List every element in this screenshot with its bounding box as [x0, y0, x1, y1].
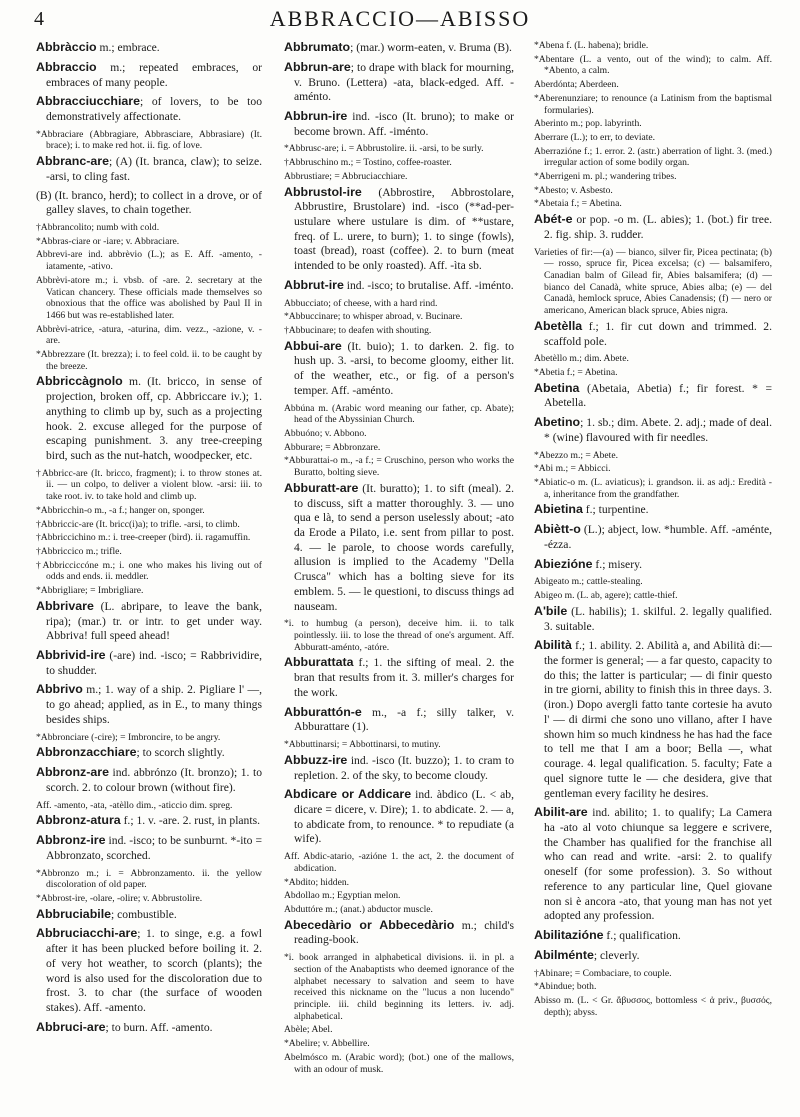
dictionary-entry — [36, 732, 262, 744]
dictionary-entry — [36, 1020, 262, 1036]
dictionary-entry — [36, 682, 262, 727]
entry-headword: Abetina — [534, 380, 580, 395]
dictionary-entry — [36, 648, 262, 678]
entry-definition: ; combustible. — [111, 907, 177, 921]
dictionary-entry — [534, 319, 772, 349]
dictionary-entry — [534, 995, 772, 1018]
entry-definition: Abisso m. (L. < Gr. ἄβυσσος, bottomless < ἀ priv., βυσσός, depth); abyss. — [534, 994, 772, 1018]
entry-definition: *Abbrigliare; = Imbrigliare. — [36, 585, 144, 597]
entry-definition: (-are) ind. -isco; = Rabbrividire, to shudder. — [46, 649, 262, 677]
dictionary-entry — [36, 94, 262, 124]
entry-definition: *i. book arranged in alphabetical divisions. ii. in pl. a section of the Anabaptists who deemed ignorance of the alphabet necessary to salvation and seem to have received this nickname on the "lucus a non lucendo" principle. iii. child beginning its letters. iv. adj. alphabetical. — [284, 952, 514, 1022]
entry-definition: Abetèllo m.; dim. Abete. — [534, 353, 629, 365]
entry-definition: (Abetaia, Abetia) f.; fir forest. * = Abetella. — [544, 381, 772, 410]
entry-definition: f.; 1. v. -are. 2. rust, in plants. — [120, 814, 260, 828]
entry-definition: *Abbronciare (-cire); = Imbroncire, to be angry. — [36, 731, 221, 743]
entry-headword: Abburatt-are — [284, 480, 359, 495]
entry-headword: Abbraccio — [36, 59, 97, 74]
dictionary-entry — [284, 60, 514, 105]
entry-definition: †Abbricciccóne m.; i. one who makes his living out of odds and ends. ii. meddler. — [36, 559, 262, 583]
entry-definition: (Abbrostire, Abbrostolare, Abbrustire, Brustolare) ind. -isco (**ad-per-ustulare where ustulare is dim. of **ustare, freq. of L. urere, to burn); 1. to singe (fowls), toast (bread), roast (coffee). 2. to burn (meat intended to be only roasted). Aff. -ìta sb. — [294, 185, 514, 273]
entry-definition: Abigeo m. (L. ab, agere); cattle-thief. — [534, 590, 678, 602]
dictionary-entry — [534, 557, 772, 573]
entry-headword: Abiezióne — [534, 556, 593, 571]
dictionary-entry — [36, 324, 262, 347]
entry-definition: *Abburattai-o m., -a f.; = Cruschino, person who works the Buratto, bolting sieve. — [284, 455, 514, 479]
dictionary-entry — [284, 171, 514, 183]
dictionary-entry — [534, 367, 772, 379]
entry-definition: f.; turpentine. — [582, 503, 649, 517]
dictionary-entry — [36, 189, 262, 218]
entry-definition: f.; qualification. — [603, 929, 681, 943]
dictionary-entry — [284, 918, 514, 948]
entry-definition: †Abbriccico m.; trifle. — [36, 546, 122, 557]
entry-definition: Abelmósco m. (Arabic word); (bot.) one of the mallows, with an odour of musk. — [284, 1051, 514, 1075]
entry-definition: ind. -isco (It. buzzo); 1. to cram to repletion. 2. of the sky, to become cloudy. — [294, 753, 514, 782]
entry-definition: *Abiatic-o m. (L. aviaticus); i. grandson. ii. as adj.: Eredità -a, inheritance from the grandfather. — [534, 477, 772, 500]
dictionary-entry — [284, 877, 514, 889]
dictionary-entry — [36, 893, 262, 905]
entry-definition: (B) (It. branco, herd); to collect in a drove, or of galley slaves, to chain together. — [36, 188, 262, 217]
dictionary-entry — [534, 477, 772, 500]
dictionary-entry — [36, 833, 262, 863]
entry-headword: Abietina — [534, 502, 583, 517]
entry-definition: ind. abbrónzo (It. bronzo); 1. to scorch. 2. to colour brown (without fire). — [46, 766, 262, 794]
dictionary-entry — [284, 403, 514, 426]
dictionary-entry — [534, 171, 772, 183]
dictionary-entry — [534, 415, 772, 445]
dictionary-entry — [284, 157, 514, 169]
dictionary-entry — [36, 249, 262, 272]
entry-headword: Abilitazióne — [534, 928, 604, 943]
dictionary-entry — [36, 560, 262, 583]
dictionary-entry — [284, 705, 514, 735]
dictionary-entry — [284, 890, 514, 902]
entry-definition: †Abbrancolito; numb with cold. — [36, 222, 160, 233]
dictionary-entry — [284, 618, 514, 653]
dictionary-entry — [36, 599, 262, 644]
entry-definition: Abbuóno; v. Abbono. — [284, 428, 367, 440]
dictionary-entry — [36, 546, 262, 558]
dictionary-entry — [534, 638, 772, 801]
entry-headword: Abbrivid-ire — [36, 648, 106, 662]
entry-definition: Abèle; Abel. — [284, 1024, 333, 1036]
entry-definition: Aff. Abdic-atario, -azióne 1. the act, 2. the document of abdication. — [284, 851, 514, 874]
dictionary-entry — [284, 143, 514, 155]
entry-headword: Abecedàrio or Abbecedàrio — [284, 917, 455, 932]
entry-headword: Abbracciucchiare — [36, 94, 140, 109]
entry-definition: f.; 1. fir cut down and trimmed. 2. scaffold pole. — [544, 319, 772, 348]
entry-headword: Abbrivare — [36, 598, 94, 613]
entry-definition: ; to burn. Aff. -amento. — [105, 1020, 213, 1034]
dictionary-entry — [534, 805, 772, 924]
dictionary-entry — [284, 339, 514, 399]
entry-definition: m. (It. bricco, in sense of projection, broken off, cp. Abbriccare iv.); 1. anything to climb up by, such as a projecting hook. 2. excuse alleged for the purpose of escaping punishment. 3. any tree-creeping bird, such as the nut-hatch, woodpecker, etc. — [46, 375, 262, 463]
dictionary-entry — [534, 212, 772, 242]
dictionary-entry — [36, 374, 262, 463]
entry-definition: Aff. -amento, -ata, -atèllo dim., -aticcio dim. spreg. — [36, 799, 233, 811]
dictionary-entry — [36, 765, 262, 795]
dictionary-entry — [284, 40, 514, 56]
dictionary-entry — [534, 118, 772, 130]
entry-definition: m.; 1. way of a ship. 2. Pigliare l' —, to go ahead; applied, as in E., to many things besides ships. — [46, 683, 262, 726]
entry-definition: m.; child's reading-book. — [294, 918, 514, 947]
entry-definition: *Abbuccinare; to whisper abroad, v. Bucinare. — [284, 311, 463, 323]
dictionary-entry — [284, 1038, 514, 1050]
entry-headword: Abbràccio — [36, 40, 97, 54]
entry-definition: Aberdónta; Aberdeen. — [534, 79, 619, 91]
entry-definition: Abbrèvi-atore m.; i. vbsb. of -are. 2. secretary at the Vatican chancery. These officials made themselves so obnoxious that the office was abolished by Paul II in 1466 but was re-established later. — [36, 274, 262, 321]
entry-definition: †Abbruschino m.; = Tostino, coffee-roaster. — [284, 157, 452, 169]
entry-definition: †Abbricc-are (It. bricco, fragment); i. to throw stones at. ii. — un colpo, to deliver a violent blow. -arsi: iii. to take root. iv. to take hold and climb up. — [36, 467, 262, 503]
entry-definition: ; cleverly. — [593, 948, 640, 962]
dictionary-entry — [284, 442, 514, 454]
entry-headword: Abdicare or Addicare — [284, 787, 412, 802]
entry-definition: ; 1. to singe, e.g. a fowl after it has been plucked before boiling it. 2. of very hot weather, to scorch (plants); the word is also used for the discoloration due to frost. 3. to char (the surface of wooden stakes). Aff. -amento. — [46, 927, 262, 1014]
dictionary-entry — [36, 40, 262, 56]
dictionary-entry — [284, 1024, 514, 1036]
entry-definition: *Abbricchin-o m., -a f.; hanger on, sponger. — [36, 504, 205, 516]
dictionary-entry — [36, 532, 262, 544]
entry-definition: *Abindue; both. — [534, 981, 597, 993]
dictionary-entry — [284, 753, 514, 783]
dictionary-entry — [534, 981, 772, 993]
dictionary-entry — [534, 948, 772, 964]
entry-definition: *Abetaia f.; = Abetina. — [534, 198, 622, 210]
entry-definition: Abduttóre m.; (anat.) abductor muscle. — [284, 904, 433, 915]
entry-definition: *i. to humbug (a person), deceive him. ii. to talk pointlessly. iii. to lose the thread of one's argument. Aff. Abburatt-aménto, -atóre. — [284, 618, 514, 653]
dictionary-entry — [534, 185, 772, 197]
dictionary-entry — [534, 247, 772, 317]
dictionary-entry — [284, 278, 514, 294]
entry-definition: *Abena f. (L. habena); bridle. — [534, 40, 649, 51]
dictionary-entry — [36, 907, 262, 923]
entry-definition: (L. habilis); 1. skilful. 2. legally qualified. 3. suitable. — [544, 604, 772, 633]
entry-headword: Abburattata — [284, 655, 354, 670]
entry-definition: ind. -isco; to be sunburnt. *-ito = Abbronzato, scorched. — [46, 834, 262, 862]
entry-definition: ; 1. sb.; dim. Abete. 2. adj.; made of deal. * (wine) flavoured with fir needles. — [544, 416, 772, 444]
entry-definition: *Aberenunziare; to renounce (a Latinism from the baptismal formularies). — [534, 92, 772, 116]
entry-definition: *Abetia f.; = Abetina. — [534, 367, 618, 378]
entry-headword: Abét-e — [534, 212, 573, 227]
entry-definition: Abbrevi-are ind. abbrèvio (L.); as E. Aff. -amento, -iatamente, -ativo. — [36, 249, 262, 273]
dictionary-entry — [534, 132, 772, 144]
dictionary-entry — [36, 505, 262, 517]
dictionary-entry — [36, 868, 262, 891]
entry-headword: Abiètt-o — [534, 522, 581, 537]
dictionary-entry — [36, 926, 262, 1015]
entry-headword: Abbruci-are — [36, 1019, 106, 1034]
dictionary-entry — [284, 904, 514, 916]
entry-definition: *Abelire; v. Abbellire. — [284, 1038, 370, 1050]
entry-headword: Abbronz-atura — [36, 813, 121, 828]
dictionary-entry — [284, 185, 514, 274]
entry-definition: *Abi m.; = Abbicci. — [534, 463, 611, 475]
entry-definition: *Abbrezzare (It. brezza); i. to feel cold. ii. to be caught by the breeze. — [36, 349, 262, 372]
entry-definition: Abburare; = Abbronzare. — [284, 441, 381, 453]
entry-definition: ; to scorch slightly. — [136, 746, 225, 760]
dictionary-entry — [284, 787, 514, 847]
dictionary-entry — [36, 60, 262, 90]
dictionary-entry — [284, 851, 514, 874]
dictionary-entry — [534, 54, 772, 77]
dictionary-entry — [534, 450, 772, 462]
dictionary-entry — [284, 655, 514, 700]
dictionary-entry — [534, 928, 772, 944]
dictionary-entry — [284, 298, 514, 310]
entry-definition: †Abbucinare; to deafen with shouting. — [284, 325, 432, 337]
entry-definition: Abbúna m. (Arabic word meaning our father, cp. Abate); head of the Abyssinian Church. — [284, 402, 514, 426]
entry-definition: or pop. -o m. (L. abies); 1. (bot.) fir tree. 2. fig. ship. 3. rudder. — [544, 213, 772, 241]
entry-definition: ind. àbdico (L. < ab, dicare = dicere, v. Dire); 1. to abdicate. 2. — a, to abdicate from, to renounce. * to repudiate (a wife). — [294, 788, 514, 846]
dictionary-entry — [36, 349, 262, 372]
dictionary-entry — [36, 745, 262, 761]
entry-headword: Abbrustol-ire — [284, 184, 362, 199]
dictionary-entry — [36, 129, 262, 152]
entry-headword: Abetino — [534, 415, 581, 430]
column-right — [534, 40, 772, 1110]
dictionary-entry — [534, 463, 772, 475]
entry-definition: (L. abripare, to leave the bank, ripa); (mar.) tr. or intr. to get under way. Abbriva! full speed ahead! — [46, 599, 262, 643]
entry-definition: *Abezzo m.; = Abete. — [534, 449, 619, 461]
entry-headword: Abbronz-ire — [36, 833, 106, 848]
entry-headword: Abilità — [534, 638, 572, 653]
dictionary-entry — [534, 146, 772, 169]
dictionary-entry — [36, 236, 262, 248]
entry-definition: Abigeato m.; cattle-stealing. — [534, 576, 643, 588]
entry-definition: Aberrare (L.); to err, to deviate. — [534, 131, 656, 143]
entry-definition: †Abinare; = Combaciare, to couple. — [534, 967, 672, 979]
dictionary-entry — [284, 428, 514, 440]
dictionary-entry — [284, 325, 514, 337]
entry-headword: Abbranc-are — [36, 154, 109, 169]
entry-headword: Abbrivo — [36, 682, 83, 697]
entry-headword: Abbrut-ire — [284, 277, 344, 292]
entry-headword: Abbriccàgnolo — [36, 374, 123, 389]
dictionary-entry — [534, 198, 772, 210]
entry-headword: Abbronzacchiare — [36, 745, 137, 760]
entry-definition: ; to drape with black for mourning, v. Bruno. (Lettera) -ata, black-edged. Aff. -aménto. — [294, 60, 514, 104]
dictionary-entry — [534, 522, 772, 552]
entry-headword: Abetèlla — [534, 318, 583, 333]
entry-definition: *Aberrigeni m. pl.; wandering tribes. — [534, 171, 677, 183]
dictionary-entry — [284, 739, 514, 751]
dictionary-entry — [36, 468, 262, 503]
dictionary-entry — [534, 968, 772, 980]
entry-definition: ; (A) (It. branca, claw); to seize. -arsi, to cling fast. — [46, 155, 262, 183]
entry-definition: f.; 1. ability. 2. Abilità a, and Abilità di:—the former is general; — a far questo, capacity to do this; the latter is particular; — di finir questo in tre giorni, ability to finish this in three days. 3. (iron.) Dopo avergli fatto tante cortesie ha avuto l' — di dirmi che sono uno villano, after I have shown him so much kindness he has had the face to tell me that I am a boor; Bella —, what courage. 4. legal qualification. 5. faculty; Fate a quel signore tutte le — che desidera, give that gentleman every facility he desires. — [544, 639, 772, 800]
entry-definition: ind. -isco (It. bruno); to make or become brown. Aff. -iménto. — [294, 109, 514, 138]
dictionary-entry — [534, 40, 772, 52]
entry-definition: ind. -isco; to brutalise. Aff. -iménto. — [343, 278, 514, 292]
dictionary-entry — [284, 311, 514, 323]
dictionary-entry — [284, 952, 514, 1022]
entry-definition: f.; misery. — [592, 557, 643, 571]
dictionary-entry — [534, 604, 772, 634]
dictionary-entry — [534, 93, 772, 116]
dictionary-entry — [36, 585, 262, 597]
dictionary-entry — [284, 455, 514, 478]
entry-headword: Abbruciacchi-are — [36, 926, 138, 941]
entry-definition: *Abbras-ciare or -iare; v. Abbraciare. — [36, 235, 180, 247]
entry-headword: Abburattón-e — [284, 704, 362, 719]
entry-definition: *Abbrost-ire, -olare, -olire; v. Abbrustolire. — [36, 892, 203, 904]
entry-definition: m., -a f.; silly talker, v. Abburattare (1). — [294, 705, 514, 734]
entry-definition: Abdollao m.; Egyptian melon. — [284, 890, 401, 902]
dictionary-entry — [36, 519, 262, 531]
entry-definition: ; of lovers, to be too demonstratively affectionate. — [46, 95, 262, 123]
entry-definition: *Abbraciare (Abbragiare, Abbrasciare, Abbrasiare) (It. brace); i. to make red hot. ii. fig. of love. — [36, 128, 262, 152]
entry-definition: (It. buratto); 1. to sift (meal). 2. to discuss, sift a matter thoroughly. 3. — uno qua e là, to send a person uselessly about; -ato da Erode a Pilato, i.e. sent from pillar to post. 4. — le parole, to choose words carefully, allusion is implied to the Academy "Della Crusca" which has a bolting sieve for its emblem. 5. — le questioni, to discuss things ad nauseam. — [294, 481, 514, 613]
entry-definition: †Abbriccichino m.: i. tree-creeper (bird). ii. ragamuffin. — [36, 532, 251, 544]
entry-headword: Abilit-are — [534, 805, 588, 820]
entry-definition: *Abesto; v. Asbesto. — [534, 184, 613, 196]
entry-definition: †Abbriccic-are (It. bricc(i)a); to trifle. -arsi, to climb. — [36, 518, 240, 530]
entry-definition: Abbucciato; of cheese, with a hard rind. — [284, 297, 438, 309]
dictionary-entry — [534, 576, 772, 588]
entry-definition: m.; repeated embraces, or embraces of many people. — [46, 60, 262, 89]
column-left — [36, 40, 262, 1110]
page-number: 4 — [34, 8, 44, 30]
running-head: ABBRACCIO—ABISSO — [269, 6, 531, 31]
dictionary-entry — [534, 502, 772, 518]
entry-definition: m.; embrace. — [96, 41, 160, 54]
dictionary-entry — [534, 79, 772, 91]
entry-headword: Abbuzz-ire — [284, 752, 348, 767]
dictionary-entry — [36, 154, 262, 184]
dictionary-entry — [284, 109, 514, 139]
entry-headword: Abilménte — [534, 947, 594, 962]
entry-definition: ind. abilito; 1. to qualify; La Camera ha -ato al voto chiunque sa leggere e scrivere, the Chamber has qualified for the franchise all who can read and write. -arsi: 2. to qualify oneself (for some profession). 3. So without reference to any particular line, Quel giovane non si è ancora -ato, that young man has not yet adopted any profession. — [544, 806, 772, 923]
entry-headword: Abbrun-are — [284, 59, 351, 74]
dictionary-entry — [284, 481, 514, 615]
entry-headword: Abbrumato — [284, 40, 351, 54]
entry-headword: Abbui-are — [284, 338, 342, 353]
entry-definition: Abbrèvi-atrice, -atura, -aturina, dim. vezz., -azione, v. -are. — [36, 323, 262, 347]
entry-definition: *Abbronzo m.; i. = Abbronzamento. ii. the yellow discoloration of old paper. — [36, 867, 262, 891]
dictionary-entry — [36, 275, 262, 322]
entry-definition: *Abbuttinarsi; = Abbottinarsi, to mutiny. — [284, 739, 441, 751]
dictionary-entry — [36, 800, 262, 812]
entry-definition: (It. buio); 1. to darken. 2. fig. to hush up. 3. -arsi, to become gloomy, either lit. of the weather, etc., or fig. of a person's temper. Aff. -aménto. — [294, 339, 514, 397]
dictionary-entry — [36, 222, 262, 234]
entry-definition: Abbrustiare; = Abbruciacchiare. — [284, 170, 408, 182]
entry-headword: Abbruciabile — [36, 906, 112, 921]
entry-headword: Abbronz-are — [36, 765, 109, 780]
entry-definition: Aberinto m.; pop. labyrinth. — [534, 118, 642, 130]
entry-definition: Aberrazióne f.; 1. error. 2. (astr.) aberration of light. 3. (med.) irregular action of some bodily organ. — [534, 145, 772, 169]
dictionary-entry — [36, 813, 262, 829]
dictionary-entry — [534, 353, 772, 365]
column-middle — [284, 40, 514, 1110]
entry-definition: ; (mar.) worm-eaten, v. Bruma (B). — [350, 41, 512, 54]
entry-headword: Abbrun-ire — [284, 108, 348, 123]
entry-definition: *Abdito; hidden. — [284, 876, 350, 888]
entry-definition: *Abbrusc-are; i. = Abbrustolire. ii. -arsi, to be surly. — [284, 143, 484, 155]
dictionary-entry — [284, 1052, 514, 1075]
dictionary-entry — [534, 381, 772, 411]
entry-definition: f.; 1. the sifting of meal. 2. the bran that results from it. 3. miller's charges for the work. — [294, 656, 514, 699]
entry-headword: A'bile — [534, 603, 568, 618]
entry-definition: (L.); abject, low. *humble. Aff. -aménte, -ézza. — [544, 523, 772, 551]
entry-definition: *Abentare (L. a vento, out of the wind); to calm. Aff. *Abento, a calm. — [534, 53, 772, 77]
entry-definition: Varieties of fir:—(a) — bianco, silver fir, Picea pectinata; (b) — rosso, spruce fir, Picea excelsa; (c) — balsamifero, Canadian balm of Gilead fir, Abies balsamifera; (d) — bianco del Canadà, white spruce, Abies alba; (e) — del Canadà, hemlock spruce, Abies Canadensis; (f) — nero or americano, American black spruce, Abies nigra. — [534, 246, 772, 317]
dictionary-entry — [534, 590, 772, 602]
